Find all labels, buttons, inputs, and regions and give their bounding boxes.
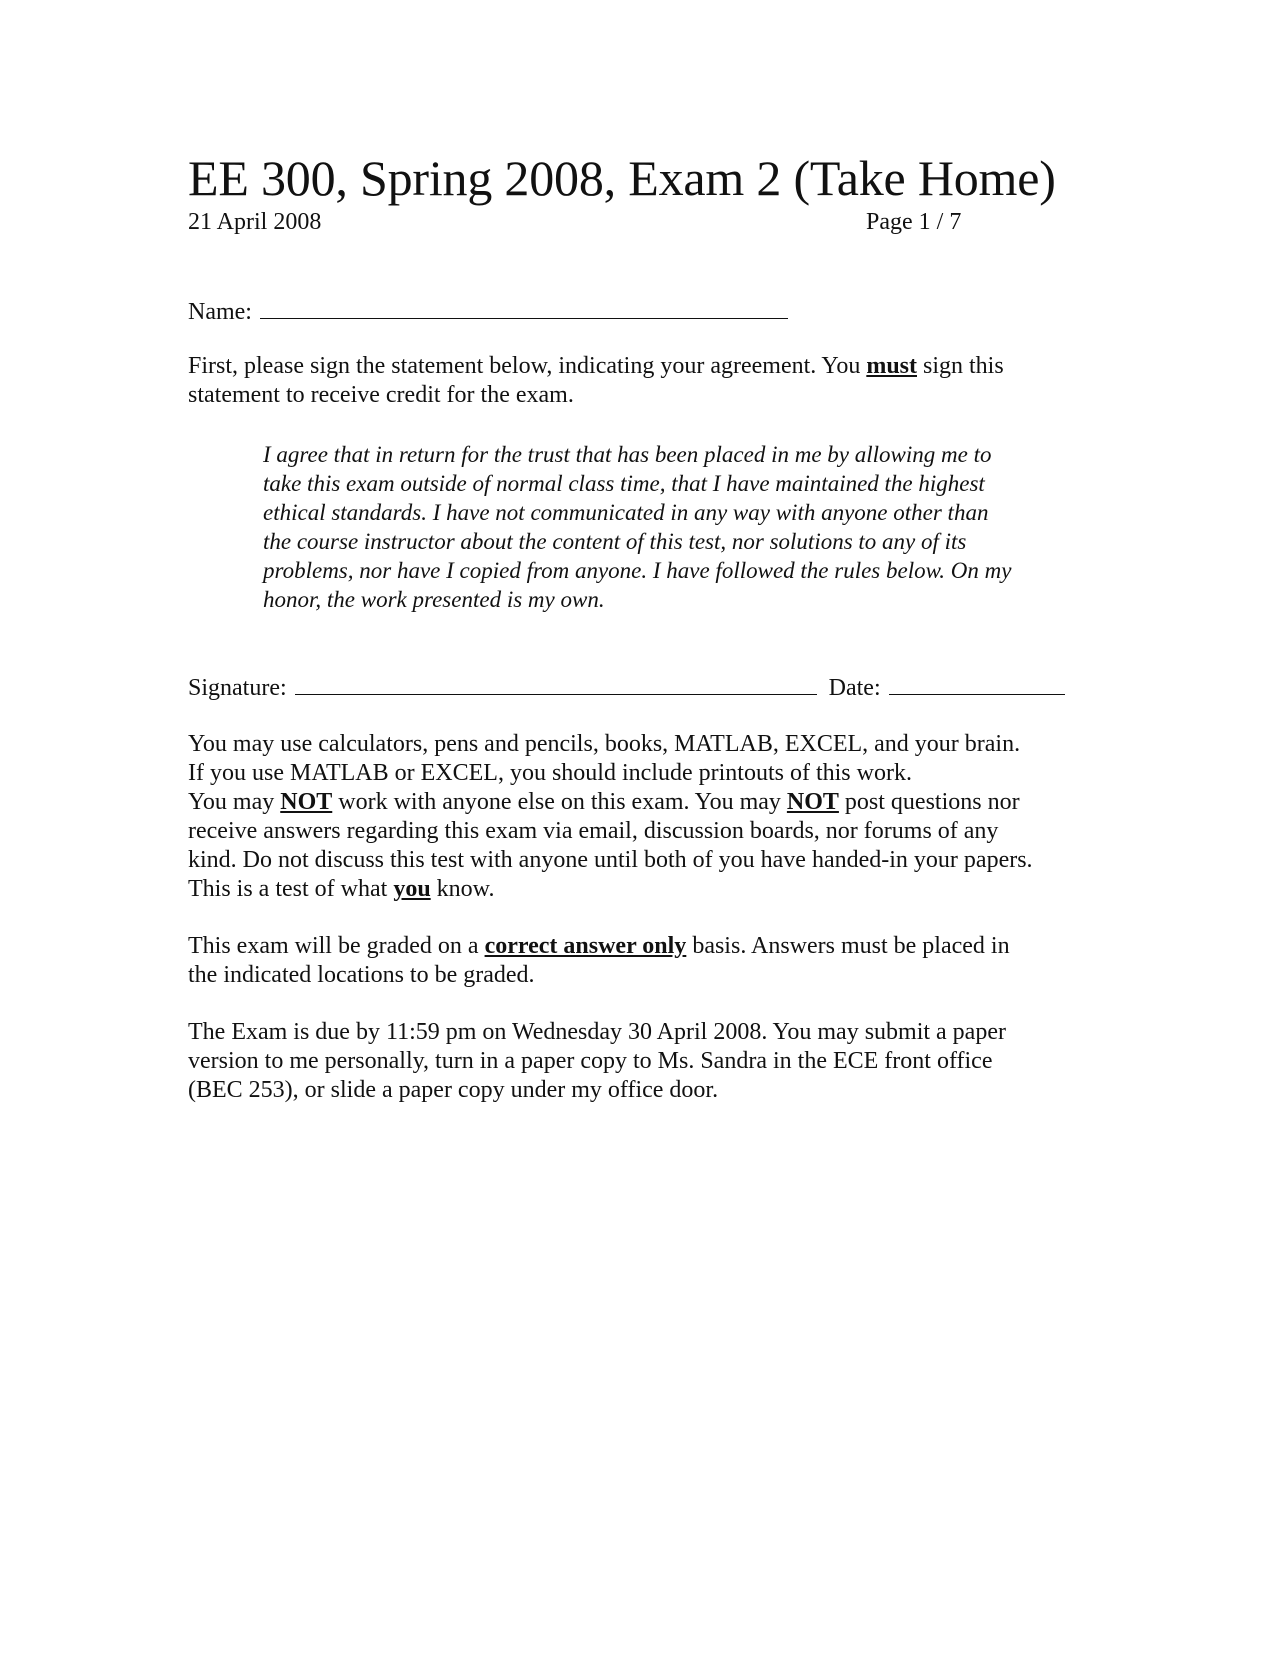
rules-text-d: know. [430, 876, 495, 902]
grading-text-before: This exam will be graded on a [188, 933, 485, 959]
exam-date: 21 April 2008 [188, 209, 322, 235]
grading-paragraph [188, 932, 1098, 990]
grading-emphasis: correct answer only [484, 933, 687, 959]
date-label: Date: [828, 675, 881, 701]
name-blank-line[interactable] [260, 296, 788, 319]
signature-blank-line[interactable] [295, 672, 817, 695]
rules-text-a: You may use calculators, pens and pencils, books, MATLAB, EXCEL, and your brain. If you use MATLAB or EXCEL, you should include printouts of this work. You may [188, 731, 1021, 815]
signature-label: Signature: [188, 675, 287, 701]
rules-you-emphasis: you [393, 876, 431, 902]
name-row [188, 296, 788, 326]
exam-title: EE 300, Spring 2008, Exam 2 (Take Home) [188, 150, 1056, 206]
intro-text-after: sign this statement to receive credit for the exam. [188, 353, 1004, 408]
rules-text-b: work with anyone else on this exam. You may [332, 789, 787, 815]
intro-must-emphasis: must [866, 353, 917, 379]
rules-not-emphasis-1: NOT [280, 789, 333, 815]
rules-paragraph [188, 730, 1098, 904]
name-label: Name: [188, 299, 252, 325]
rules-text-c: post questions nor receive answers regarding this exam via email, discussion boards, nor forums of any kind. Do not discuss this test with anyone until both of you have handed-in your papers. This is a test of what [188, 789, 1033, 902]
due-date-paragraph: The Exam is due by 11:59 pm on Wednesday 30 April 2008. You may submit a paper version to me personally, turn in a paper copy to Ms. Sandra in the ECE front office (BEC 253), or slide a paper copy under my office door. [188, 1019, 1006, 1103]
grading-text-after: basis. Answers must be placed in the indicated locations to be graded. [188, 933, 1010, 988]
date-blank-line[interactable] [889, 672, 1065, 695]
signature-row [188, 672, 1065, 702]
page-number: Page 1 / 7 [866, 209, 962, 235]
intro-paragraph [188, 352, 1098, 410]
rules-not-emphasis-2: NOT [786, 789, 839, 815]
intro-text-before: First, please sign the statement below, indicating your agreement. You [188, 353, 867, 379]
honor-pledge: I agree that in return for the trust that has been placed in me by allowing me to take this exam outside of normal class time, that I have maintained the highest ethical standards. I have not communicated in any way with anyone other than the course instructor about the content of this test, nor solutions to any of its problems, nor have I copied from anyone. I have followed the rules below. On my honor, the work presented is my own. [263, 442, 1012, 612]
